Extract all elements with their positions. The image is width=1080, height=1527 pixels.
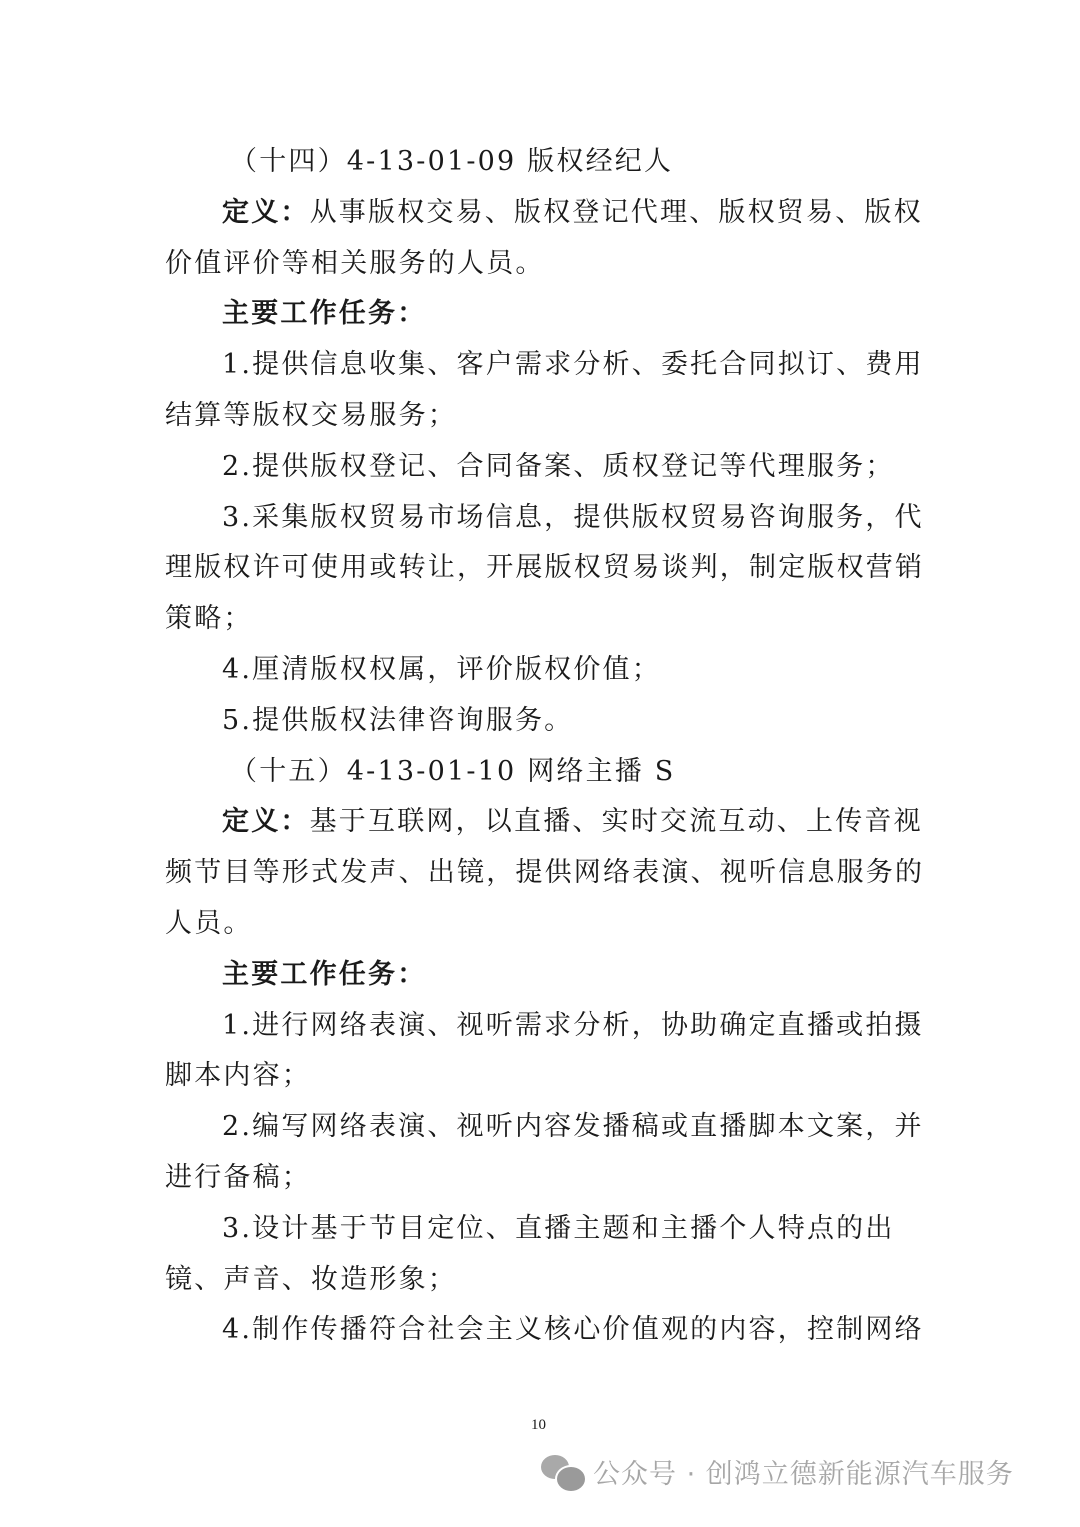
line-text: 5.提供版权法律咨询服务。 [222, 704, 574, 736]
line-text: 结算等版权交易服务； [165, 399, 457, 431]
text-line [165, 1102, 925, 1153]
paragraph [165, 442, 925, 493]
line-text: （十四）4-13-01-09 版权经纪人 [230, 146, 674, 177]
line-text: 理版权许可使用或转让，开展版权贸易谈判，制定版权营销 [165, 552, 925, 584]
paragraph [165, 1305, 925, 1356]
line-text: 镜、声音、妆造形象； [165, 1263, 457, 1295]
text-line [165, 1153, 925, 1204]
bold-label: 主要工作任务： [222, 298, 427, 330]
text-line [165, 899, 925, 950]
line-text: 价值评价等相关服务的人员。 [165, 247, 545, 279]
line-text: 脚本内容； [165, 1060, 311, 1092]
text-line [165, 1204, 925, 1255]
paragraph [165, 493, 925, 645]
section-heading [165, 137, 925, 188]
line-text: 进行备稿； [165, 1161, 311, 1193]
watermark-text: 公众号 · 创鸿立德新能源汽车服务 [593, 1459, 1014, 1490]
text-line [165, 442, 925, 493]
bold-label: 定义： [222, 196, 310, 228]
text-line [165, 696, 925, 747]
watermark [541, 1452, 1014, 1491]
bold-label: 定义： [222, 806, 310, 838]
paragraph [165, 1204, 925, 1306]
text-line [165, 1051, 925, 1102]
text-line [165, 645, 925, 696]
line-text: 4.厘清版权权属，评价版权价值； [222, 653, 661, 685]
paragraph [165, 1102, 925, 1204]
line-text: （十五）4-13-01-10 网络主播 S [230, 755, 676, 787]
text-line [165, 1305, 925, 1356]
page-number: 10 [531, 1417, 546, 1433]
paragraph [165, 1001, 925, 1103]
line-text: 频节目等形式发声、出镜，提供网络表演、视听信息服务的 [165, 857, 925, 889]
text-line [165, 1255, 925, 1306]
text-line [165, 1001, 925, 1052]
section-heading [165, 747, 925, 798]
line-text: 1.提供信息收集、客户需求分析、委托合同拟订、费用 [222, 349, 924, 381]
line-text: 从事版权交易、版权登记代理、版权贸易、版权 [309, 196, 923, 228]
line-text: 2.提供版权登记、合同备案、质权登记等代理服务； [222, 450, 895, 482]
text-line [165, 493, 925, 544]
bold-label: 主要工作任务： [222, 958, 427, 990]
text-line [165, 848, 925, 899]
line-text: 3.采集版权贸易市场信息，提供版权贸易咨询服务，代 [222, 501, 924, 533]
text-line [165, 340, 925, 391]
line-text: 人员。 [165, 907, 253, 939]
paragraph [165, 696, 925, 747]
line-text: 基于互联网，以直播、实时交流互动、上传音视 [309, 806, 923, 838]
document-body [165, 137, 925, 1356]
text-line [165, 391, 925, 442]
line-text: 策略； [165, 603, 253, 635]
text-line [165, 289, 925, 340]
line-text: 3.设计基于节目定位、直播主题和主播个人特点的出 [222, 1212, 895, 1244]
line-text: 2.编写网络表演、视听内容发播稿或直播脚本文案，并 [222, 1111, 924, 1143]
text-line [165, 797, 925, 848]
text-line [165, 747, 925, 798]
text-line [165, 137, 925, 188]
paragraph [165, 289, 925, 340]
paragraph [165, 950, 925, 1001]
text-line [165, 239, 925, 290]
paragraph [165, 340, 925, 442]
text-line [165, 594, 925, 645]
text-line [165, 950, 925, 1001]
text-line [165, 188, 925, 239]
wechat-icon [541, 1455, 585, 1489]
line-text: 4.制作传播符合社会主义核心价值观的内容，控制网络 [222, 1314, 924, 1346]
paragraph [165, 645, 925, 696]
paragraph [165, 797, 925, 949]
line-text: 1.进行网络表演、视听需求分析，协助确定直播或拍摄 [222, 1009, 924, 1041]
text-line [165, 543, 925, 594]
paragraph [165, 188, 925, 290]
